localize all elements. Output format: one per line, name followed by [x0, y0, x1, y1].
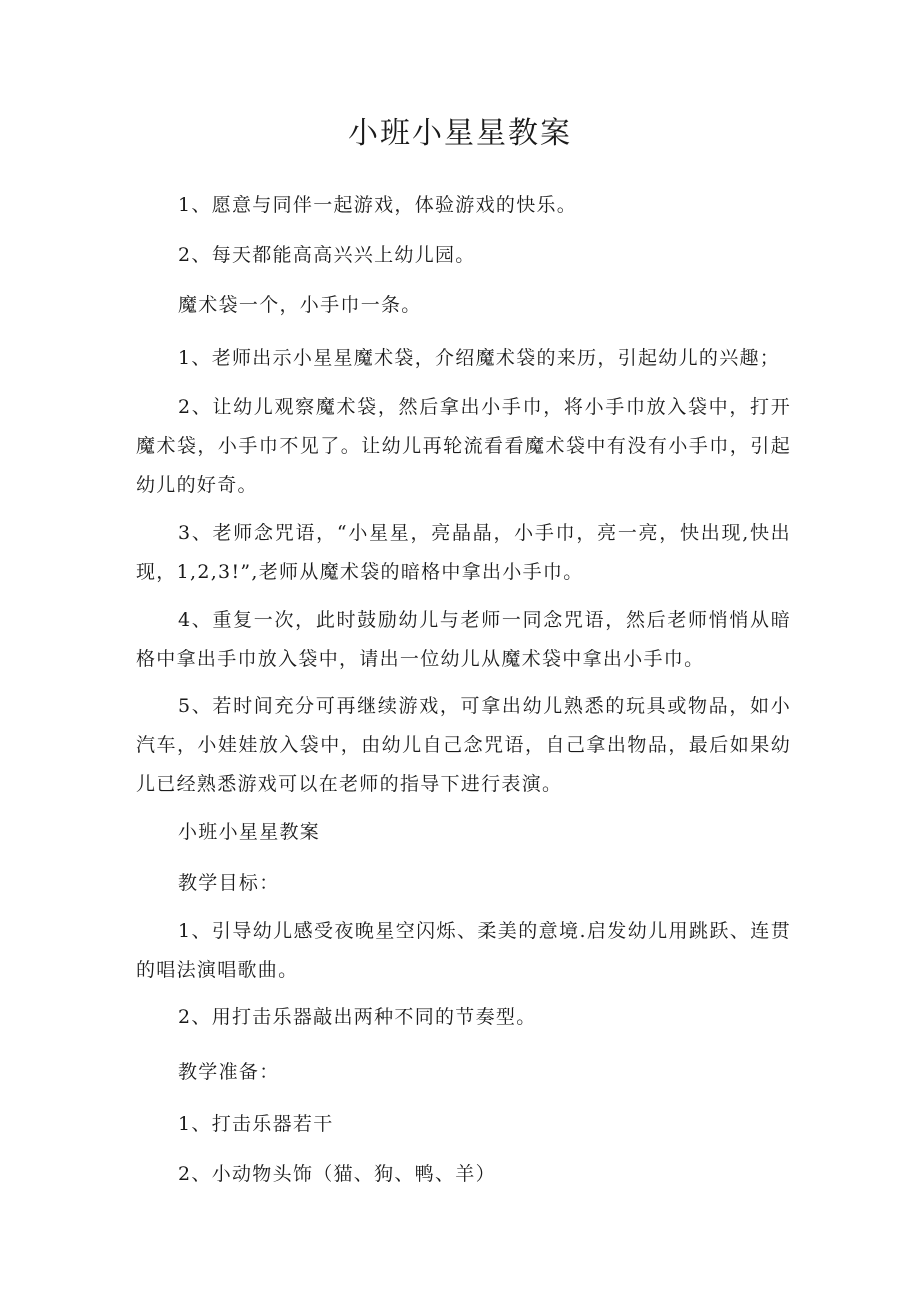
- paragraph-step-4: 4、重复一次，此时鼓励幼儿与老师一同念咒语，然后老师悄悄从暗格中拿出手巾放入袋中，请出一位幼儿从魔术袋中拿出小手巾。: [136, 609, 791, 670]
- paragraph-step-5: 5、若时间充分可再继续游戏，可拿出幼儿熟悉的玩具或物品，如小汽车，小娃娃放入袋中，由幼儿自己念咒语，自己拿出物品，最后如果幼儿已经熟悉游戏可以在老师的指导下进行表演。: [136, 695, 791, 795]
- paragraph-teaching-goal-2: 2、用打击乐器敲出两种不同的节奏型。: [178, 1006, 537, 1028]
- paragraph-step-2: 2、让幼儿观察魔术袋，然后拿出小手巾，将小手巾放入袋中，打开魔术袋，小手巾不见了。让幼儿再轮流看看魔术袋中有没有小手巾，引起幼儿的好奇。: [136, 396, 791, 496]
- paragraph-prep-2: 2、小动物头饰（猫、狗、鸭、羊）: [178, 1163, 496, 1185]
- document-title: 小班小星星教案: [348, 116, 572, 151]
- paragraph-goal-1: 1、愿意与同伴一起游戏，体验游戏的快乐。: [178, 194, 578, 216]
- paragraph-teaching-goal-1: 1、引导幼儿感受夜晚星空闪烁、柔美的意境.启发幼儿用跳跃、连贯的唱法演唱歌曲。: [136, 920, 791, 981]
- paragraph-step-1: 1、老师出示小星星魔术袋，介绍魔术袋的来历，引起幼儿的兴趣；: [178, 347, 781, 369]
- paragraph-materials: 魔术袋一个，小手巾一条。: [178, 294, 422, 316]
- paragraph-goal-2: 2、每天都能高高兴兴上幼儿园。: [178, 244, 476, 266]
- paragraph-step-3: 3、老师念咒语，“小星星，亮晶晶，小手巾，亮一亮，快出现,快出现，1,2,3!”,老师从魔术袋的暗格中拿出小手巾。: [136, 522, 791, 583]
- paragraph-teaching-goals-heading: 教学目标：: [178, 872, 280, 894]
- paragraph-teaching-prep-heading: 教学准备：: [178, 1061, 280, 1083]
- paragraph-second-title: 小班小星星教案: [178, 821, 321, 843]
- paragraph-prep-1: 1、打击乐器若干: [178, 1113, 334, 1135]
